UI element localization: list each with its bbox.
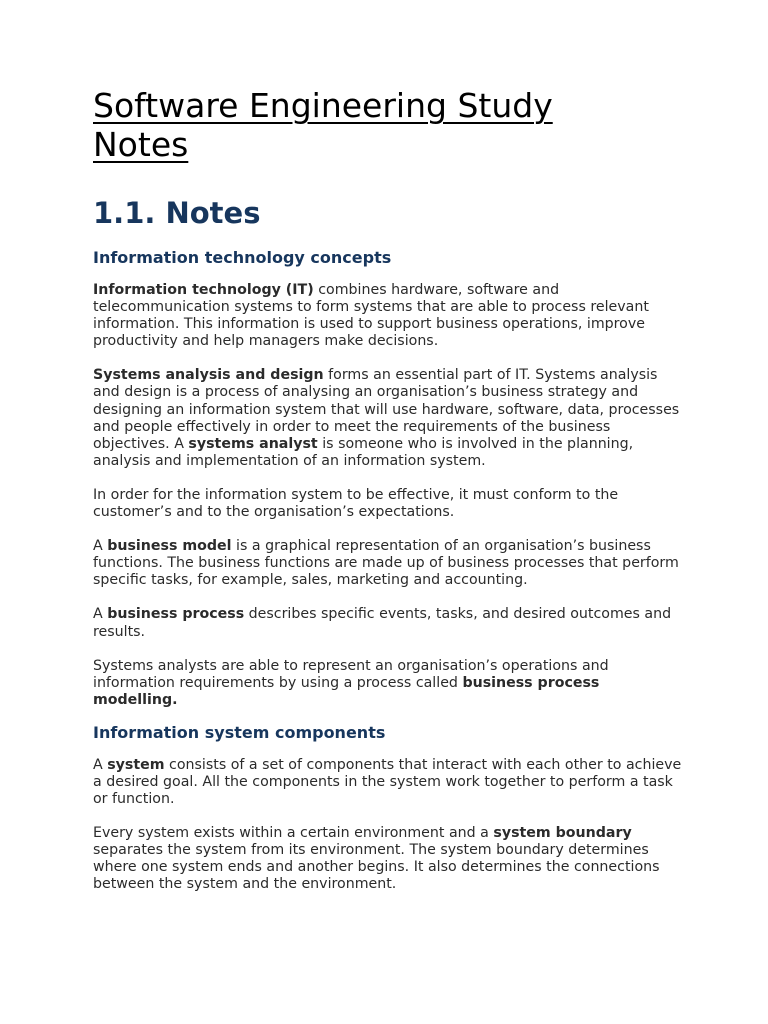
paragraph-text: is someone who is involved in the planning, analysis and implementation of an information system. bbox=[93, 435, 634, 469]
paragraph-business-process bbox=[93, 606, 683, 640]
term-systems-analyst: systems analyst bbox=[188, 435, 318, 452]
paragraph-system-boundary bbox=[93, 825, 683, 893]
paragraph-text: A bbox=[93, 538, 108, 555]
paragraph-process-modelling bbox=[93, 658, 683, 709]
term-business-process-modelling: business process modelling. bbox=[93, 674, 600, 708]
paragraph-system-definition bbox=[93, 757, 683, 808]
paragraph-text: A bbox=[93, 756, 108, 773]
paragraph-text: A bbox=[93, 606, 108, 623]
paragraph-text: forms an essential part of IT. Systems analysis and design is a process of analysing an organisation’s business strategy and designing an information system that will use hardware, software, data, processes and people effectively in order to meet the requirements of the business objectives. A bbox=[93, 367, 680, 452]
paragraph-it-definition bbox=[93, 282, 683, 350]
document-page bbox=[93, 86, 683, 894]
paragraph-text: In order for the information system to be effective, it must conform to the customer’s and to the organisation’s expectations. bbox=[93, 486, 619, 521]
paragraph-systems-analysis bbox=[93, 367, 683, 470]
paragraph-text: consists of a set of components that interact with each other to achieve a desired goal. All the components in the system work together to perform a task or function. bbox=[93, 756, 682, 808]
document-title: Software Engineering Study Notes bbox=[93, 86, 553, 164]
paragraph-text: combines hardware, software and telecommunication systems to form systems that are able to process relevant information. This information is used to support business operations, improve productivity and help managers make decisions. bbox=[93, 282, 649, 350]
term-systems-analysis-and-design: Systems analysis and design bbox=[93, 367, 324, 384]
subsection-heading-it-concepts: Information technology concepts bbox=[93, 248, 392, 267]
term-information-technology: Information technology (IT) bbox=[93, 282, 314, 298]
paragraph-effectiveness bbox=[93, 487, 683, 521]
paragraph-text: separates the system from its environment. The system boundary determines where one system ends and another begins. It also determines the connections between the system and the environment. bbox=[93, 842, 660, 893]
paragraph-business-model bbox=[93, 538, 683, 589]
paragraph-text: Systems analysts are able to represent an organisation’s operations and information requirements by using a process called bbox=[93, 657, 609, 691]
section-heading: 1.1. Notes bbox=[93, 196, 261, 230]
term-business-model: business model bbox=[107, 538, 232, 555]
paragraph-text: is a graphical representation of an organisation’s business functions. The business functions are made up of business processes that perform specific tasks, for example, sales, marketing and accounting. bbox=[93, 538, 679, 589]
paragraph-text: Every system exists within a certain environment and a bbox=[93, 825, 494, 842]
subsection-heading-system-components: Information system components bbox=[93, 722, 386, 742]
paragraph-text: describes specific events, tasks, and desired outcomes and results. bbox=[93, 606, 672, 640]
term-business-process: business process bbox=[107, 606, 245, 623]
term-system: system bbox=[107, 756, 165, 773]
term-system-boundary: system boundary bbox=[493, 825, 632, 842]
